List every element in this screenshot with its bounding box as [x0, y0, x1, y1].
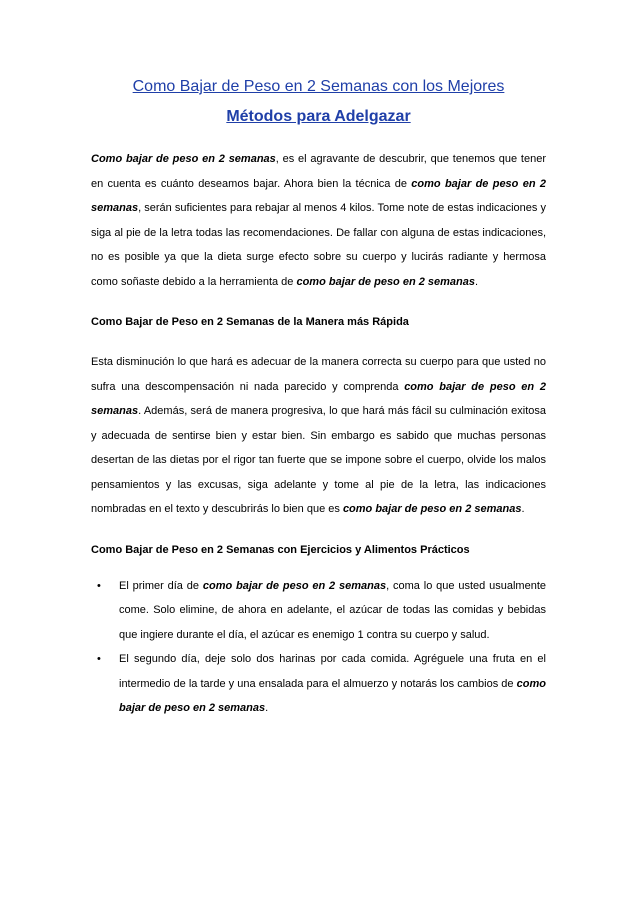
text-run: .: [475, 275, 479, 288]
keyword: Como bajar de peso en 2 semanas: [91, 153, 276, 165]
list-item: [91, 574, 546, 648]
text-run: El primer día de: [119, 579, 203, 592]
text-run: , coma lo que usted usualmente come. Solo elimine, de ahora en adelante, el azúcar de todas las comidas y bebidas que ingiere durante el día, el azúcar es enemigo 1 contra su cuerpo y salud.: [119, 579, 546, 641]
text-run: Esta disminución lo que hará es adecuar de la manera correcta su cuerpo para que usted no sufra una descompensación ni nada parecido y comprenda: [91, 356, 546, 393]
section-heading-2: Como Bajar de Peso en 2 Semanas con Ejercicios y Alimentos Prácticos: [91, 543, 470, 556]
keyword: como bajar de peso en 2 semanas: [119, 677, 546, 714]
document-title: [91, 75, 546, 128]
list-item: [91, 647, 546, 721]
intro-paragraph: [91, 147, 546, 294]
text-run: . Además, será de manera progresiva, lo que hará más fácil su culminación exitosa y adecuada de sentirse bien y estar bien. Sin embargo es sabido que muchas personas desertan de las dietas por el rigor tan fuerte que se impone sobre el cuerpo, olvide los malos pensamientos y las excusas, siga adelante y tome al pie de la letra, las indicaciones nombradas en el texto y descubrirás lo bien que es: [91, 405, 546, 515]
text-run: .: [521, 503, 525, 515]
tips-list: [91, 574, 546, 721]
bullet-icon: •: [97, 653, 101, 665]
title-line-2: Métodos para Adelgazar: [226, 108, 411, 125]
keyword: como bajar de peso en 2 semanas: [91, 177, 546, 214]
text-run: .: [265, 702, 269, 714]
title-line-1: Como Bajar de Peso en 2 Semanas con los Mejores: [132, 78, 505, 95]
keyword: como bajar de peso en 2 semanas: [342, 503, 522, 515]
text-run: , es el agravante de descubrir, que tenemos que tener en cuenta es cuánto deseamos bajar. Ahora bien la técnica de: [91, 153, 546, 190]
section-heading-1: Como Bajar de Peso en 2 Semanas de la Manera más Rápida: [91, 316, 409, 328]
bullet-icon: •: [97, 579, 101, 592]
keyword: como bajar de peso en 2 semanas: [296, 275, 475, 288]
section1-paragraph: [91, 350, 546, 522]
keyword: como bajar de peso en 2 semanas: [91, 380, 546, 417]
text-run: , serán suficientes para rebajar al menos 4 kilos. Tome note de estas indicaciones y siga al pie de la letra todas las recomendaciones. De fallar con alguna de estas indicaciones, no es posible ya que la dieta surge efecto sobre su cuerpo y lucirás radiante y hermosa como soñaste debido a la herramienta de: [91, 202, 546, 288]
document-page: [91, 75, 546, 721]
text-run: El segundo día, deje solo dos harinas por cada comida. Agréguele una fruta en el intermedio de la tarde y una ensalada para el almuerzo y notarás los cambios de: [119, 653, 546, 690]
keyword: como bajar de peso en 2 semanas: [202, 579, 387, 592]
